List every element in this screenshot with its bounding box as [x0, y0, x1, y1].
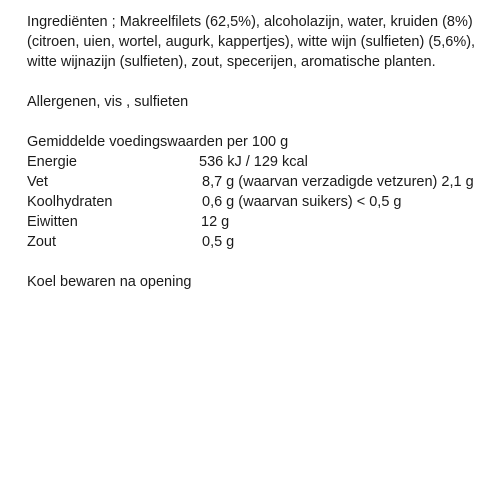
product-label-document: [27, 12, 487, 292]
nutrition-heading-text: Gemiddelde voedingswaarden per 100 g: [27, 134, 289, 150]
nutrition-row-eiwitten: [27, 212, 487, 232]
nutrient-value: 8,7 g (waarvan verzadigde vetzuren) 2,1 g: [202, 174, 474, 190]
nutrition-row-koolhydraten: [27, 192, 487, 212]
nutrient-value: 0,6 g (waarvan suikers) < 0,5 g: [202, 194, 402, 210]
nutrient-name: Eiwitten: [27, 214, 78, 230]
nutrient-value: 12 g: [201, 214, 230, 230]
nutrition-row-energie: [27, 152, 487, 172]
ingredients-text: Ingrediënten ; Makreelfilets (62,5%), alcoholazijn, water, kruiden (8%) (citroen, uien, wortel, augurk, kappertjes), witte wijn (sulfieten) (5,6%), witte wijnazijn (sulfieten), zout, specerijen, aromatische planten.: [27, 14, 476, 70]
nutrient-name: Zout: [27, 234, 57, 250]
spacer: [27, 252, 487, 272]
allergens-text: Allergenen, vis , sulfieten: [27, 94, 189, 110]
nutrition-heading: [27, 132, 487, 152]
nutrient-value: 536 kJ / 129 kcal: [199, 154, 308, 170]
nutrition-table: [27, 132, 487, 252]
nutrition-row-vet: [27, 172, 487, 192]
nutrient-name: Energie: [27, 154, 77, 170]
spacer: [27, 72, 487, 92]
storage-instructions: Koel bewaren na opening: [27, 274, 192, 290]
nutrient-name: Vet: [27, 174, 48, 190]
nutrient-value: 0,5 g: [202, 234, 235, 250]
nutrient-name: Koolhydraten: [27, 194, 113, 210]
spacer: [27, 112, 487, 132]
nutrition-row-zout: [27, 232, 487, 252]
